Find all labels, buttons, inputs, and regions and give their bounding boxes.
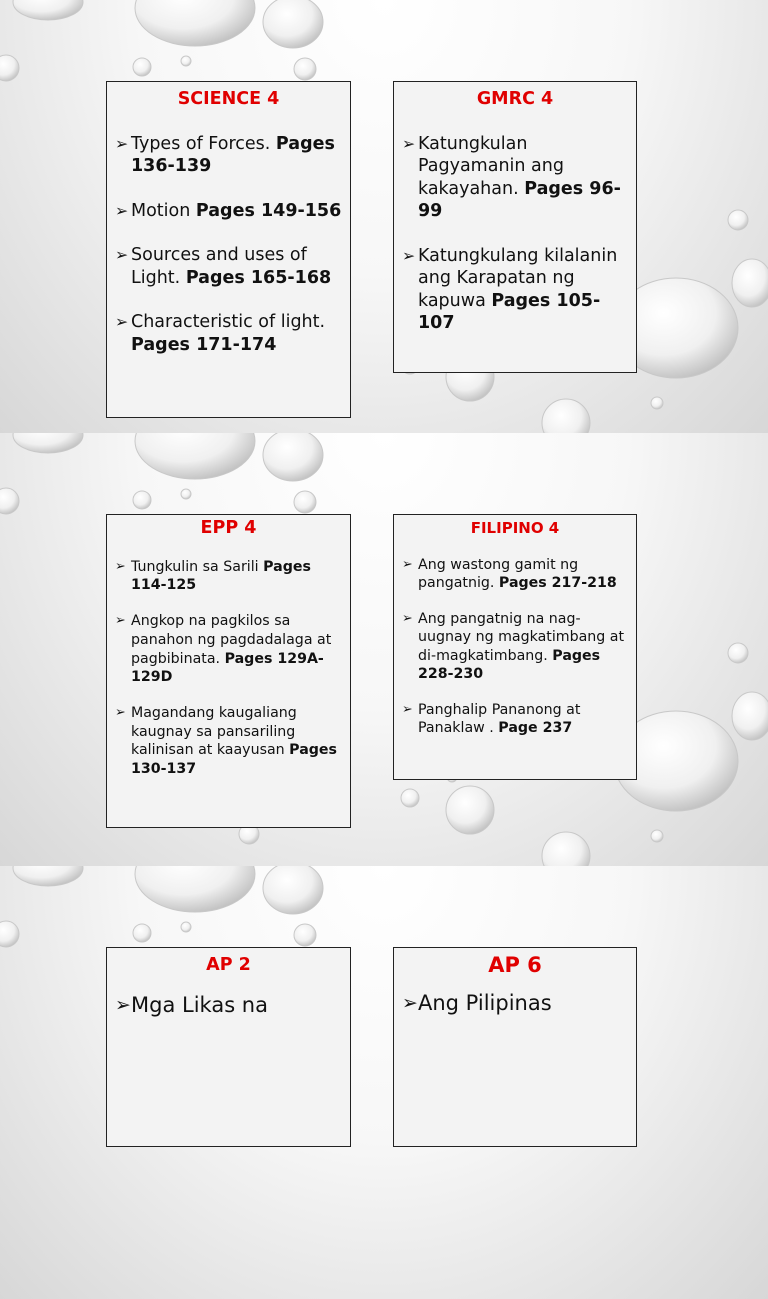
- box-title: FILIPINO 4: [470, 519, 560, 537]
- box-title: EPP 4: [200, 518, 257, 538]
- science-4-box: [106, 81, 351, 418]
- box-title: GMRC 4: [476, 89, 554, 109]
- list-item: ➢ Ang wastong gamit ng pangatnig. Pages 217-218: [418, 556, 630, 593]
- slide-2: [0, 433, 768, 866]
- list-item: ➢ Katungkulang kilalanin ang Karapatan ng kapuwa Pages 105-107: [418, 245, 630, 335]
- list-item: ➢ Characteristic of light. Pages 171-174: [131, 311, 344, 356]
- list-item: ➢ Sources and uses of Light. Pages 165-168: [131, 244, 344, 289]
- topic-list: [131, 558, 344, 779]
- topic-list: [418, 556, 630, 738]
- gmrc-4-box: [393, 81, 637, 373]
- ap-2-box: [106, 947, 351, 1147]
- filipino-4-box: [393, 514, 637, 780]
- box-title: SCIENCE 4: [177, 89, 280, 109]
- epp-4-box: [106, 514, 351, 828]
- list-item: ➢ Mga Likas na: [131, 992, 344, 1018]
- slide-1: [0, 0, 768, 433]
- list-item: ➢ Magandang kaugaliang kaugnay sa pansariling kalinisan at kaayusan Pages 130-137: [131, 704, 344, 779]
- list-item: ➢ Ang pangatnig na nag-uugnay ng magkatimbang at di-magkatimbang. Pages 228-230: [418, 610, 630, 684]
- list-item: ➢ Types of Forces. Pages 136-139: [131, 133, 344, 178]
- box-title: AP 2: [206, 955, 251, 975]
- ap-6-box: [393, 947, 637, 1147]
- topic-list: [418, 990, 630, 1016]
- list-item: ➢ Angkop na pagkilos sa panahon ng pagdadalaga at pagbibinata. Pages 129A- 129D: [131, 612, 344, 687]
- list-item: ➢ Tungkulin sa Sarili Pages 114-125: [131, 558, 344, 595]
- list-item: ➢ Panghalip Pananong at Panaklaw . Page 237: [418, 701, 630, 738]
- topic-list: [131, 133, 344, 357]
- list-item: ➢ Katungkulan Pagyamanin ang kakayahan. Pages 96-99: [418, 133, 630, 223]
- list-item: ➢ Motion Pages 149-156: [131, 200, 344, 223]
- box-title: AP 6: [488, 953, 542, 977]
- list-item: ➢ Ang Pilipinas: [418, 990, 630, 1016]
- slide-3: [0, 866, 768, 1299]
- topic-list: [418, 133, 630, 335]
- topic-list: [131, 992, 344, 1018]
